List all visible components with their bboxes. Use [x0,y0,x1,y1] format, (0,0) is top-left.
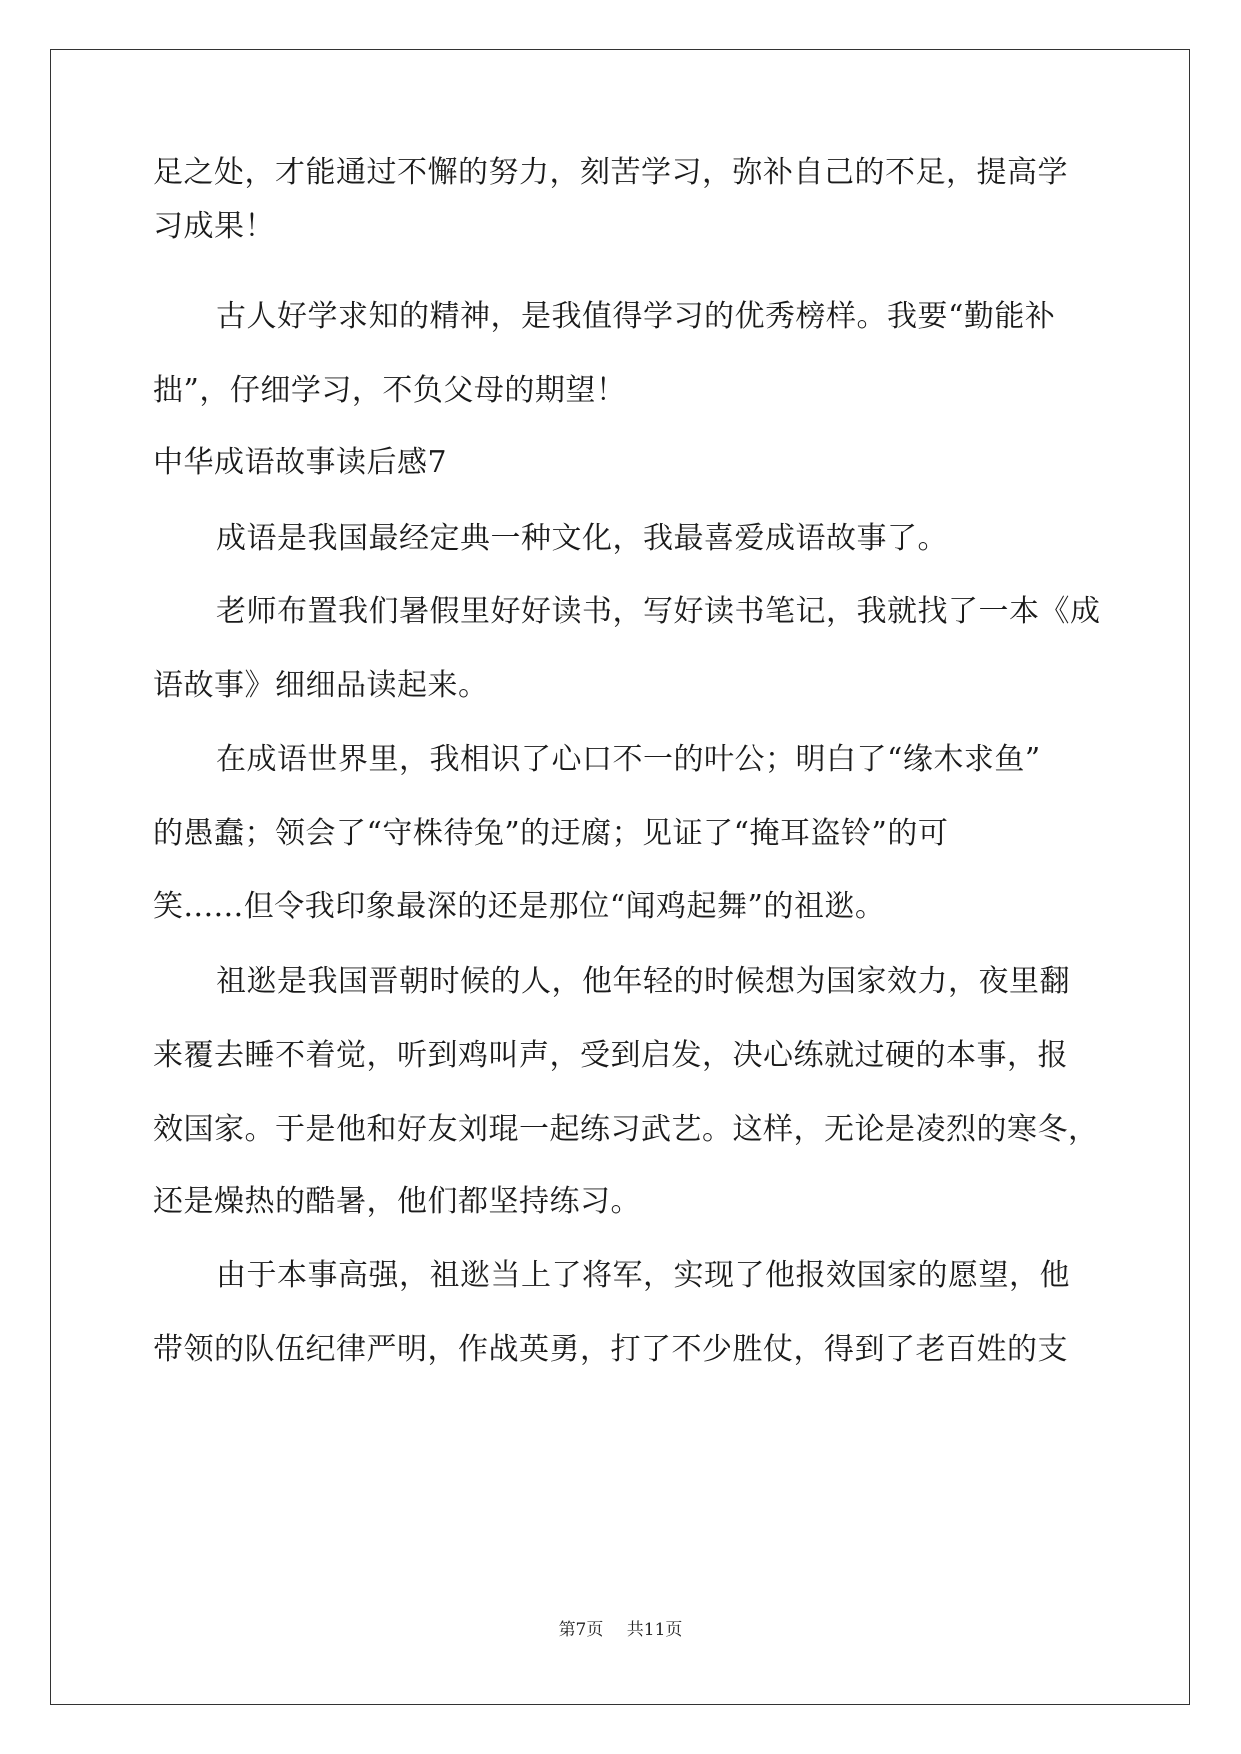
paragraph-start-line: 成语是我国最经定典一种文化，我最喜爱成语故事了。 [216,521,948,556]
page-number-current: 第7页 [558,1620,604,1640]
text-line: 习成果！ [153,209,275,244]
page-number-total: 共11页 [626,1620,683,1640]
paragraph-start-line: 老师布置我们暑假里好好读书，写好读书笔记，我就找了一本《成 [216,594,1101,629]
section-heading: 中华成语故事读后感7 [153,445,448,480]
paragraph-start-line: 古人好学求知的精神，是我值得学习的优秀榜样。我要“勤能补 [216,299,1056,334]
text-line: 带领的队伍纪律严明，作战英勇，打了不少胜仗，得到了老百姓的支 [153,1332,1068,1367]
text-line: 拙”，仔细学习，不负父母的期望！ [153,373,627,408]
text-line: 的愚蠢；领会了“守株待兔”的迂腐；见证了“掩耳盗铃”的可 [153,816,949,851]
text-line: 来覆去睡不着觉，听到鸡叫声，受到启发，决心练就过硬的本事，报 [153,1038,1068,1073]
text-line: 效国家。于是他和好友刘琨一起练习武艺。这样，无论是凌烈的寒冬， [153,1112,1099,1147]
paragraph-start-line: 祖逖是我国晋朝时候的人，他年轻的时候想为国家效力，夜里翻 [216,964,1070,999]
paragraph-start-line: 在成语世界里，我相识了心口不一的叶公；明白了“缘木求鱼” [216,742,1041,777]
text-line: 笑......但令我印象最深的还是那位“闻鸡起舞”的祖逖。 [153,889,886,924]
text-line: 还是燥热的酷暑，他们都坚持练习。 [153,1184,641,1219]
text-line: 足之处，才能通过不懈的努力，刻苦学习，弥补自己的不足，提高学 [153,155,1068,190]
page-footer [0,1615,1241,1640]
text-line: 语故事》细细品读起来。 [153,668,489,703]
paragraph-start-line: 由于本事高强，祖逖当上了将军，实现了他报效国家的愿望，他 [216,1258,1070,1293]
